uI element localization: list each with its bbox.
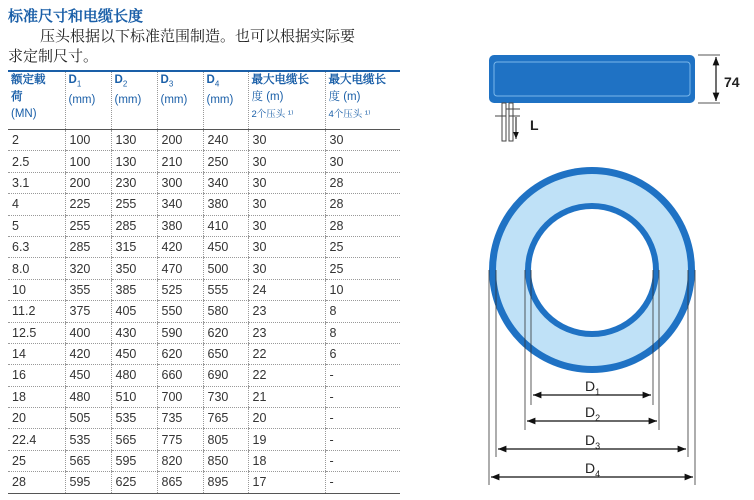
table-cell: 565 (65, 450, 111, 471)
table-cell: 340 (157, 194, 203, 215)
table-cell: - (325, 450, 400, 471)
table-cell: 8 (325, 301, 400, 322)
table-cell: 5 (8, 215, 65, 236)
header-cable-4-heads: 最大电缆长 度 (m) 4个压头 ¹⁾ (325, 71, 400, 130)
table-cell: 30 (248, 151, 325, 172)
table-cell: 525 (157, 279, 203, 300)
table-cell: 12.5 (8, 322, 65, 343)
table-cell: 23 (248, 301, 325, 322)
table-cell: 17 (248, 472, 325, 493)
table-cell: 450 (203, 236, 248, 257)
table-cell: 590 (157, 322, 203, 343)
table-cell: 555 (203, 279, 248, 300)
table-cell: 580 (203, 301, 248, 322)
table-cell: 625 (111, 472, 157, 493)
table-cell: 22 (248, 343, 325, 364)
table-cell: 16 (8, 365, 65, 386)
table-cell: - (325, 365, 400, 386)
d2-label: $D_2$ (585, 404, 601, 423)
table-row (8, 472, 400, 493)
table-cell: 130 (111, 130, 157, 151)
table-cell: 895 (203, 472, 248, 493)
table-cell: 10 (8, 279, 65, 300)
top-view (489, 167, 695, 373)
table-cell: 21 (248, 386, 325, 407)
table-cell: 130 (111, 151, 157, 172)
height-label: 74 (724, 74, 740, 90)
table-row (8, 343, 400, 364)
table-cell: 8.0 (8, 258, 65, 279)
length-label: L (530, 117, 539, 133)
table-cell: 30 (248, 172, 325, 193)
table-cell: 850 (203, 450, 248, 471)
table-cell: 30 (248, 130, 325, 151)
spec-table-body (8, 130, 400, 494)
table-cell: 10 (325, 279, 400, 300)
table-cell: 28 (325, 215, 400, 236)
table-cell: 28 (325, 194, 400, 215)
table-cell: 30 (325, 130, 400, 151)
table-row (8, 450, 400, 471)
table-row (8, 322, 400, 343)
spec-table (8, 70, 400, 494)
table-cell: 450 (111, 343, 157, 364)
header-d4: $D_4$ (mm) (203, 71, 248, 130)
table-cell: 380 (203, 194, 248, 215)
table-row (8, 236, 400, 257)
table-cell: 420 (157, 236, 203, 257)
table-cell: 480 (65, 386, 111, 407)
table-cell: - (325, 472, 400, 493)
table-cell: 230 (111, 172, 157, 193)
table-cell: 775 (157, 429, 203, 450)
table-row (8, 365, 400, 386)
table-cell: 100 (65, 151, 111, 172)
dimension-labels (585, 378, 600, 479)
table-cell: 2.5 (8, 151, 65, 172)
table-cell: - (325, 429, 400, 450)
intro-line-1: 压头根据以下标准范围制造。也可以根据实际要 (40, 28, 356, 45)
table-cell: 805 (203, 429, 248, 450)
table-cell: 19 (248, 429, 325, 450)
table-cell: 255 (111, 194, 157, 215)
table-cell: 25 (325, 258, 400, 279)
table-cell: 450 (65, 365, 111, 386)
table-cell: 100 (65, 130, 111, 151)
table-cell: 375 (65, 301, 111, 322)
table-cell: 8 (325, 322, 400, 343)
table-cell: 470 (157, 258, 203, 279)
table-cell: 620 (157, 343, 203, 364)
table-cell: 2 (8, 130, 65, 151)
table-cell: 700 (157, 386, 203, 407)
table-row (8, 194, 400, 215)
intro-paragraph (8, 27, 398, 67)
d4-label: $D_4$ (585, 460, 601, 479)
table-row (8, 258, 400, 279)
table-row (8, 279, 400, 300)
table-cell: 25 (325, 236, 400, 257)
table-row (8, 151, 400, 172)
table-cell: 480 (111, 365, 157, 386)
table-cell: 25 (8, 450, 65, 471)
table-cell: 14 (8, 343, 65, 364)
table-cell: 18 (248, 450, 325, 471)
table-row (8, 386, 400, 407)
table-cell: 350 (111, 258, 157, 279)
table-cell: 660 (157, 365, 203, 386)
table-row (8, 429, 400, 450)
table-cell: 4 (8, 194, 65, 215)
table-cell: 30 (248, 258, 325, 279)
table-cell: 380 (157, 215, 203, 236)
table-cell: 865 (157, 472, 203, 493)
table-cell: 250 (203, 151, 248, 172)
cable-connector (495, 103, 520, 141)
table-cell: 22.4 (8, 429, 65, 450)
table-cell: 30 (248, 215, 325, 236)
table-cell: - (325, 408, 400, 429)
table-cell: 320 (65, 258, 111, 279)
header-cable-2-heads: 最大电缆长 度 (m) 2个压头 ¹⁾ (248, 71, 325, 130)
table-row (8, 301, 400, 322)
table-row (8, 130, 400, 151)
table-cell: 730 (203, 386, 248, 407)
side-view (489, 55, 740, 141)
table-header-row (8, 71, 400, 130)
ring-bore (531, 209, 653, 331)
table-cell: 24 (248, 279, 325, 300)
table-cell: 210 (157, 151, 203, 172)
table-cell: 355 (65, 279, 111, 300)
header-d2: $D_2$ (mm) (111, 71, 157, 130)
table-cell: 28 (8, 472, 65, 493)
table-cell: 505 (65, 408, 111, 429)
d3-label: $D_3$ (585, 432, 601, 451)
table-cell: 620 (203, 322, 248, 343)
table-cell: 300 (157, 172, 203, 193)
intro-line-2: 求定制尺寸。 (8, 48, 99, 65)
table-cell: 420 (65, 343, 111, 364)
table-cell: 690 (203, 365, 248, 386)
load-cell-figure (480, 45, 750, 495)
table-cell: 565 (111, 429, 157, 450)
table-row (8, 215, 400, 236)
table-row (8, 172, 400, 193)
table-cell: 240 (203, 130, 248, 151)
table-cell: 285 (65, 236, 111, 257)
table-cell: 18 (8, 386, 65, 407)
table-cell: 285 (111, 215, 157, 236)
table-cell: 510 (111, 386, 157, 407)
table-cell: 735 (157, 408, 203, 429)
table-cell: 340 (203, 172, 248, 193)
table-cell: - (325, 386, 400, 407)
table-cell: 20 (8, 408, 65, 429)
d1-label: $D_1$ (585, 378, 601, 397)
table-cell: 535 (111, 408, 157, 429)
table-cell: 30 (325, 151, 400, 172)
header-rated-load: 额定载 荷 (MN) (8, 71, 65, 130)
table-cell: 20 (248, 408, 325, 429)
table-cell: 255 (65, 215, 111, 236)
table-cell: 765 (203, 408, 248, 429)
table-cell: 550 (157, 301, 203, 322)
header-d3: $D_3$ (mm) (157, 71, 203, 130)
table-cell: 315 (111, 236, 157, 257)
table-cell: 400 (65, 322, 111, 343)
header-d1: $D_1$ (mm) (65, 71, 111, 130)
table-cell: 200 (157, 130, 203, 151)
table-cell: 22 (248, 365, 325, 386)
table-cell: 430 (111, 322, 157, 343)
table-row (8, 408, 400, 429)
table-cell: 405 (111, 301, 157, 322)
table-cell: 410 (203, 215, 248, 236)
table-cell: 3.1 (8, 172, 65, 193)
table-cell: 595 (111, 450, 157, 471)
table-cell: 650 (203, 343, 248, 364)
table-cell: 500 (203, 258, 248, 279)
table-cell: 11.2 (8, 301, 65, 322)
table-cell: 595 (65, 472, 111, 493)
table-cell: 30 (248, 236, 325, 257)
table-cell: 225 (65, 194, 111, 215)
table-cell: 28 (325, 172, 400, 193)
table-cell: 385 (111, 279, 157, 300)
table-cell: 200 (65, 172, 111, 193)
table-cell: 30 (248, 194, 325, 215)
page-title: 标准尺寸和电缆长度 (8, 8, 144, 25)
table-cell: 23 (248, 322, 325, 343)
table-cell: 6.3 (8, 236, 65, 257)
table-cell: 6 (325, 343, 400, 364)
table-cell: 535 (65, 429, 111, 450)
table-cell: 820 (157, 450, 203, 471)
